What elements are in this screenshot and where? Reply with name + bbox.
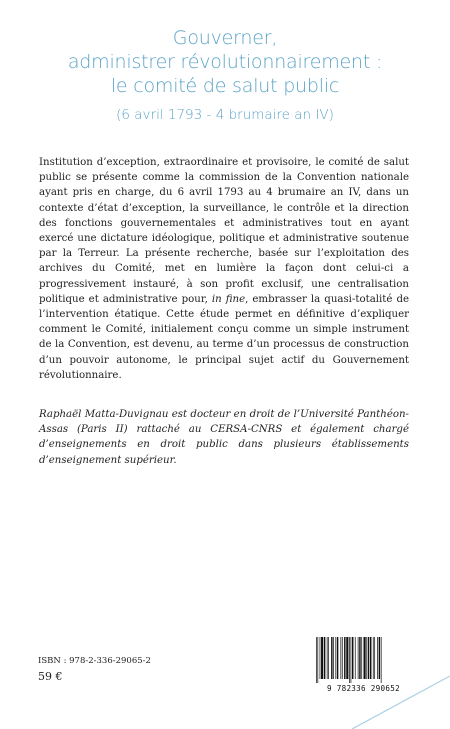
barcode-bar xyxy=(342,637,343,679)
barcode-bar xyxy=(335,637,336,679)
barcode-bar xyxy=(381,637,382,683)
barcode-bar xyxy=(328,637,329,679)
barcode-bar xyxy=(340,637,341,679)
barcode-bar xyxy=(317,637,318,683)
summary-text-end: , embrasser la quasi-totalité de l’intervention étatique. Cette étude permet en définitive d’expliquer comment le Comité, initialement conçu comme un simple instrument de la Convention, est devenu, au terme d’un processus de construction d’un pouvoir autonome, le principal sujet actif du Gouvernement révolutionnaire. xyxy=(39,293,409,381)
barcode-bar xyxy=(359,637,360,679)
barcode-bar xyxy=(351,637,352,683)
barcode-bar xyxy=(352,637,353,679)
barcode-bar xyxy=(333,637,334,679)
title-line-3: le comité de salut public xyxy=(110,75,340,97)
barcode-bar xyxy=(370,637,371,679)
barcode-bar xyxy=(358,637,359,679)
barcode-bar xyxy=(344,637,345,679)
barcode-bar xyxy=(364,637,366,679)
barcode-bar xyxy=(320,637,321,679)
barcode-bar xyxy=(349,637,350,683)
book-title xyxy=(0,26,450,124)
barcode-bar xyxy=(316,637,317,683)
barcode-bar xyxy=(374,637,375,679)
barcode-bar xyxy=(355,637,356,679)
barcode-bar xyxy=(337,637,338,679)
barcode-bar xyxy=(324,637,325,679)
summary-in-fine: in fine xyxy=(211,293,246,305)
barcode-bar xyxy=(361,637,362,679)
barcode-bar xyxy=(366,637,367,679)
barcode-bar xyxy=(327,637,328,679)
author-bio: Raphaël Matta-Duvignau est docteur en droit de l’Université Panthéon-Assas (Paris II) rattaché au CERSA-CNRS et également chargé d’enseignements en droit public dans plusieurs établissements d’enseignement supérieur. xyxy=(39,409,409,466)
summary-text: Institution d’exception, extraordinaire et provisoire, le comité de salut public se présente comme la commission de la Convention nationale ayant pris en charge, du 6 avril 1793 au 4 brumaire an IV, dans un contexte d’état d’exception, la surveillance, le contrôle et la direction des fonctions gouvernementales et administratives tout en ayant exercé une dictature idéologique, politique et administrative soutenue par la Terreur. La présente recherche, basée sur l’exploitation des archives du Comité, met en lumière la façon dont celui-ci a progressivement instauré, à son profit exclusif, une centralisation politique et administrative pour, xyxy=(39,157,409,305)
title-line-1: Gouverner, xyxy=(172,27,278,49)
isbn: ISBN : 978-2-336-29065-2 xyxy=(38,656,151,666)
barcode-bar xyxy=(321,637,323,679)
barcode-bar xyxy=(377,637,378,679)
barcode-bar xyxy=(368,637,369,679)
barcode-bar xyxy=(346,637,348,679)
price: 59 € xyxy=(38,670,63,683)
barcode-bar xyxy=(331,637,332,679)
title-dates: (6 avril 1793 - 4 brumaire an IV) xyxy=(116,107,334,123)
summary-paragraph xyxy=(39,155,409,383)
book-summary xyxy=(39,155,409,383)
barcode-bar xyxy=(373,637,374,679)
barcode-digits: 9 782336 290652 xyxy=(326,684,401,693)
title-line-2: administrer révolutionnairement : xyxy=(67,51,383,73)
barcode-bar xyxy=(379,637,380,679)
